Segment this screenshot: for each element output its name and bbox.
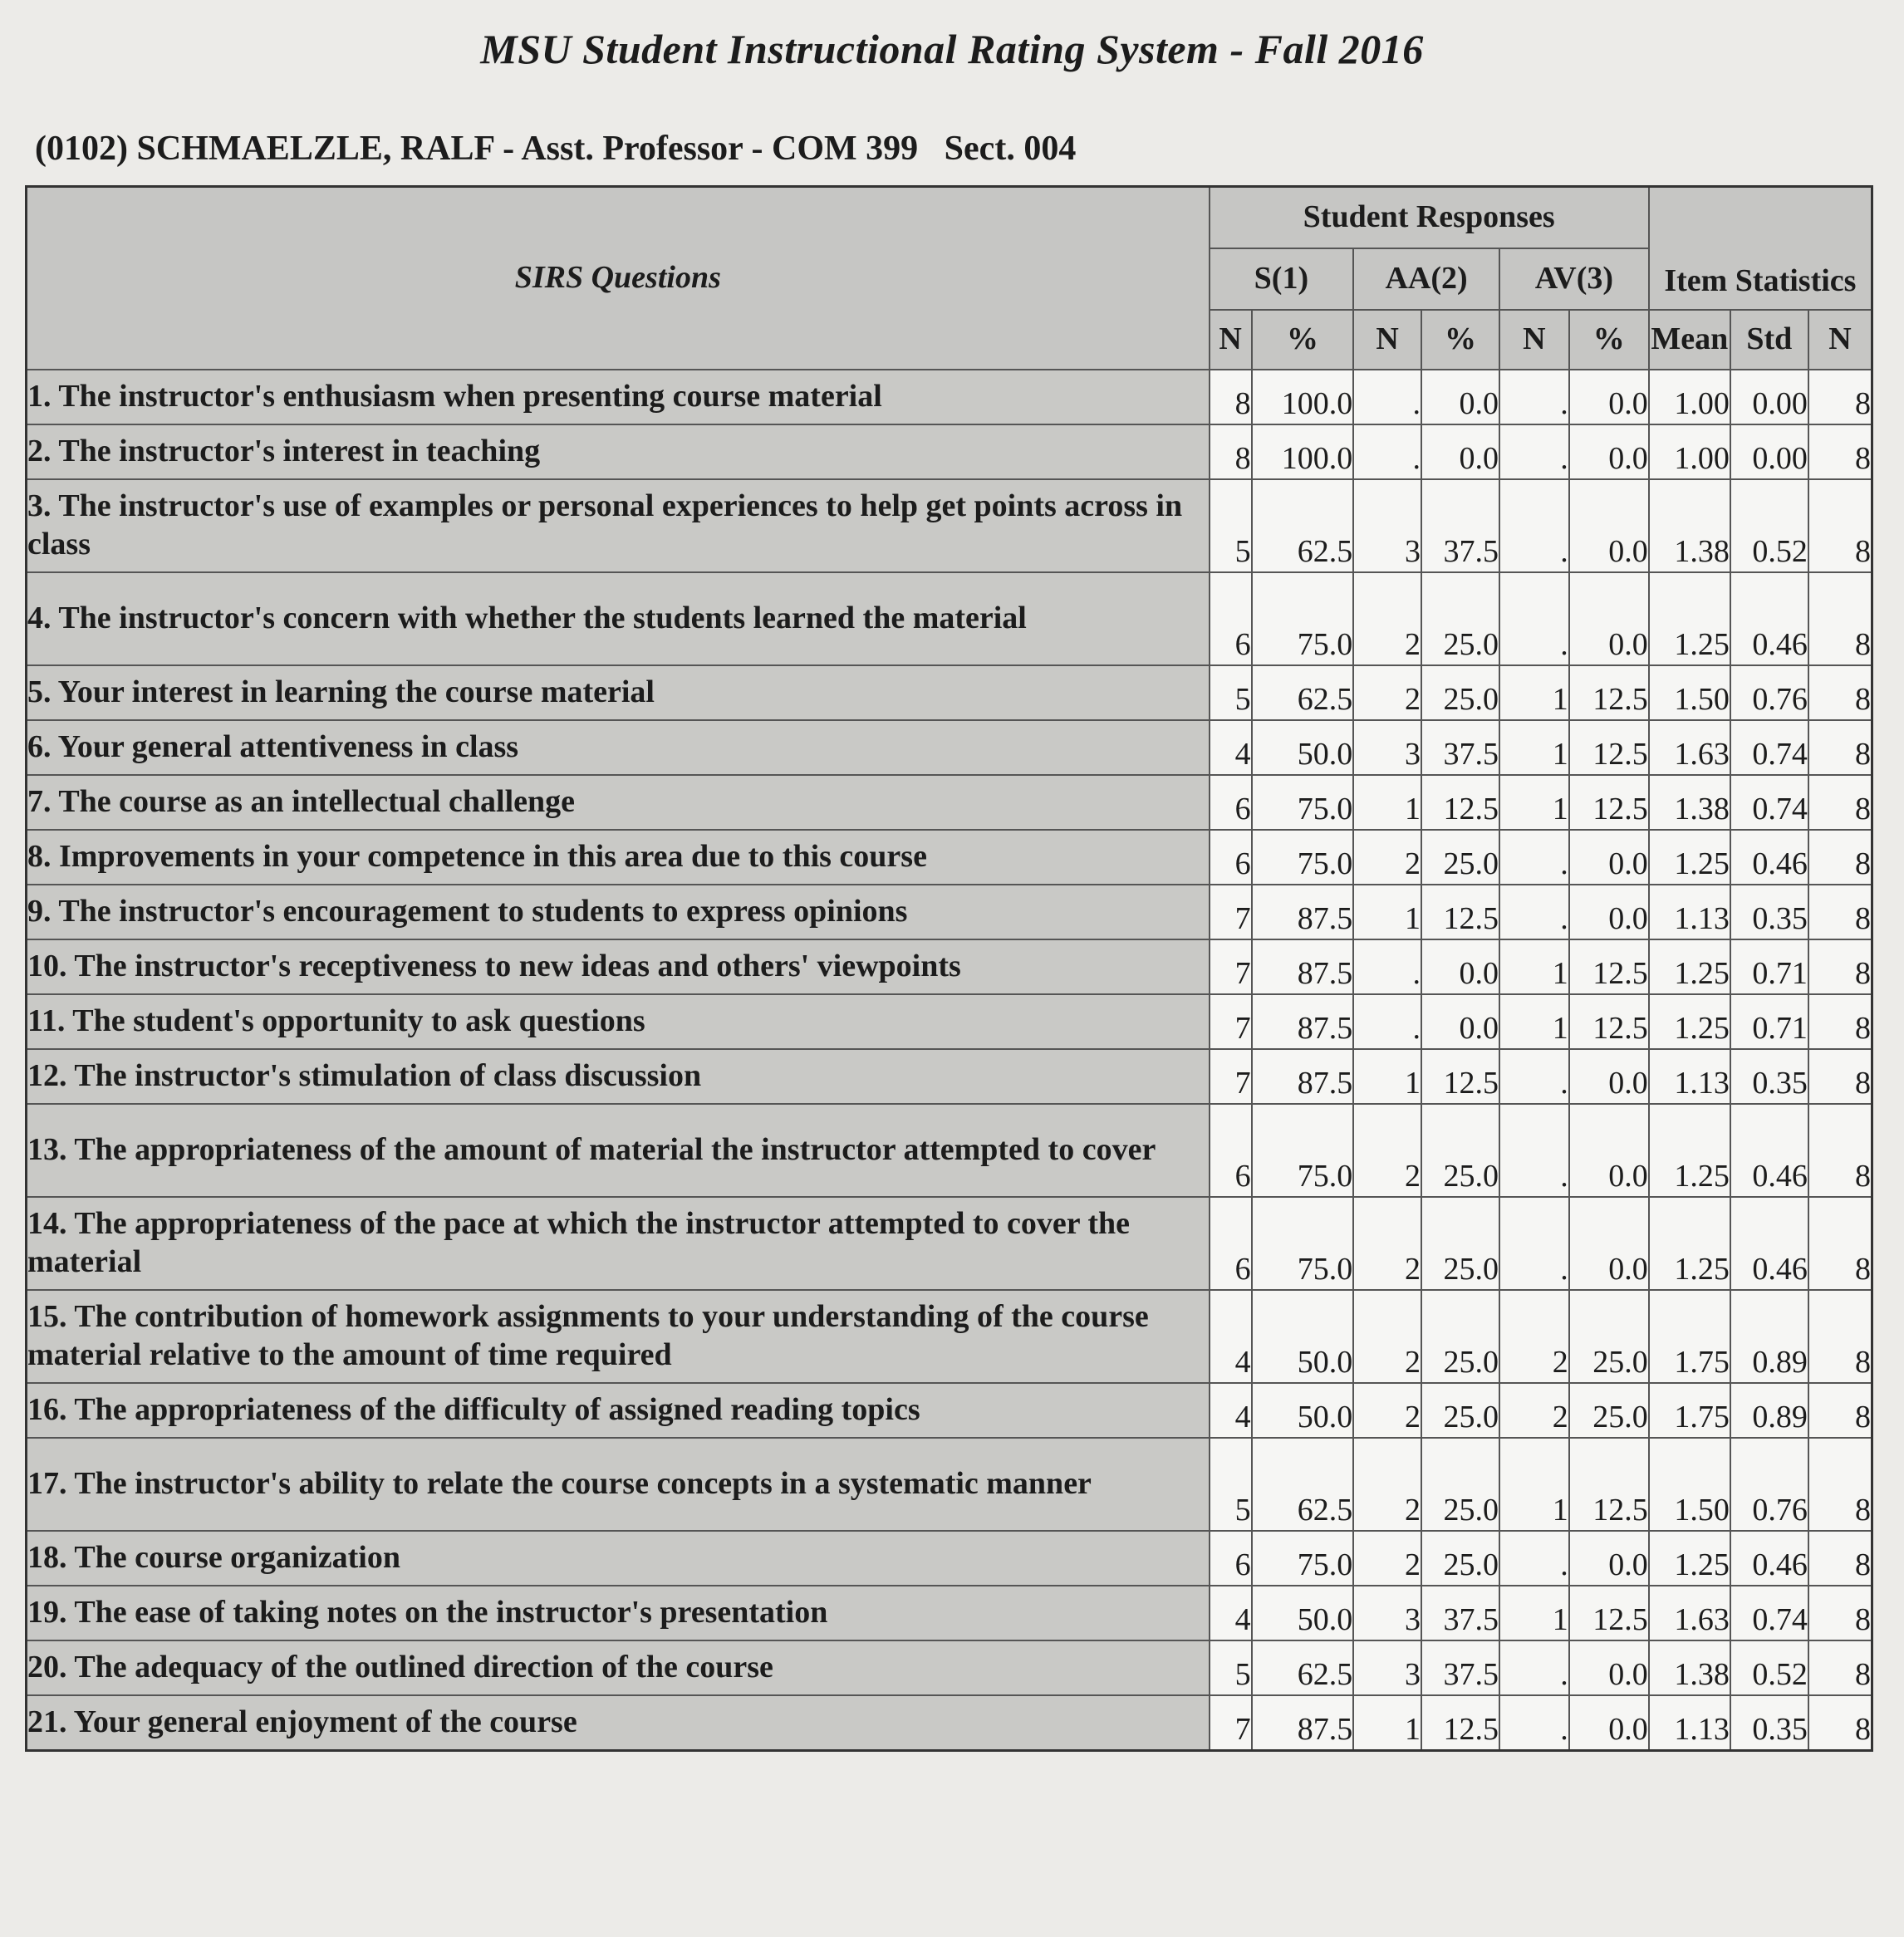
cell-value: 0.46 — [1730, 830, 1808, 885]
instructor-line: (0102) SCHMAELZLE, RALF - Asst. Professor - COM 399 Sect. 004 — [35, 130, 1077, 168]
cell-value: 12.5 — [1569, 775, 1649, 830]
cell-value: 25.0 — [1421, 665, 1499, 720]
cell-value: 75.0 — [1252, 1531, 1354, 1586]
cell-value: 4 — [1210, 720, 1252, 775]
cell-value: 2 — [1353, 1383, 1421, 1438]
column-header: % — [1421, 310, 1499, 370]
cell-value: 0.0 — [1569, 1695, 1649, 1751]
cell-value: 75.0 — [1252, 1197, 1354, 1290]
cell-value: . — [1499, 1104, 1569, 1197]
cell-value: . — [1499, 1531, 1569, 1586]
cell-value: 5 — [1210, 665, 1252, 720]
table-row — [27, 665, 1872, 720]
column-header: N — [1210, 310, 1252, 370]
question-text: 8. Improvements in your competence in this area due to this course — [27, 830, 1210, 885]
cell-value: 2 — [1499, 1290, 1569, 1383]
cell-value: 1.50 — [1649, 1438, 1730, 1531]
table-row — [27, 1383, 1872, 1438]
cell-value: 12.5 — [1569, 665, 1649, 720]
question-text: 21. Your general enjoyment of the course — [27, 1695, 1210, 1751]
cell-value: . — [1499, 830, 1569, 885]
column-header: Std — [1730, 310, 1808, 370]
table-row — [27, 994, 1872, 1049]
cell-value: 1.25 — [1649, 1104, 1730, 1197]
cell-value: 6 — [1210, 1197, 1252, 1290]
cell-value: 0.0 — [1421, 994, 1499, 1049]
question-text: 18. The course organization — [27, 1531, 1210, 1586]
cell-value: 0.0 — [1569, 885, 1649, 939]
cell-value: 8 — [1808, 1290, 1872, 1383]
sirs-table-body — [27, 370, 1872, 1751]
cell-value: 4 — [1210, 1586, 1252, 1640]
table-row — [27, 572, 1872, 665]
cell-value: 25.0 — [1421, 1531, 1499, 1586]
table-row — [27, 939, 1872, 994]
cell-value: 7 — [1210, 1049, 1252, 1104]
cell-value: 1 — [1353, 885, 1421, 939]
cell-value: 5 — [1210, 1438, 1252, 1531]
cell-value: 1.25 — [1649, 1197, 1730, 1290]
student-responses-header: Student Responses — [1210, 187, 1649, 249]
cell-value: 0.0 — [1569, 1104, 1649, 1197]
cell-value: 1 — [1499, 1438, 1569, 1531]
cell-value: 0.0 — [1421, 370, 1499, 424]
cell-value: 62.5 — [1252, 479, 1354, 572]
cell-value: 1.38 — [1649, 479, 1730, 572]
cell-value: 0.74 — [1730, 1586, 1808, 1640]
page-title: MSU Student Instructional Rating System - Fall 2016 — [480, 26, 1424, 72]
cell-value: 12.5 — [1569, 939, 1649, 994]
cell-value: 0.0 — [1569, 424, 1649, 479]
cell-value: . — [1499, 1640, 1569, 1695]
cell-value: 1.13 — [1649, 885, 1730, 939]
cell-value: 25.0 — [1421, 1290, 1499, 1383]
cell-value: 0.46 — [1730, 1197, 1808, 1290]
cell-value: 7 — [1210, 994, 1252, 1049]
cell-value: 87.5 — [1252, 1695, 1354, 1751]
cell-value: 4 — [1210, 1290, 1252, 1383]
table-row — [27, 1438, 1872, 1531]
cell-value: 0.46 — [1730, 572, 1808, 665]
cell-value: 37.5 — [1421, 1586, 1499, 1640]
cell-value: 8 — [1808, 370, 1872, 424]
cell-value: 0.52 — [1730, 479, 1808, 572]
cell-value: 3 — [1353, 479, 1421, 572]
column-header: % — [1569, 310, 1649, 370]
cell-value: 0.74 — [1730, 720, 1808, 775]
cell-value: 50.0 — [1252, 1290, 1354, 1383]
cell-value: 8 — [1808, 830, 1872, 885]
cell-value: . — [1499, 479, 1569, 572]
cell-value: 0.0 — [1569, 1197, 1649, 1290]
question-text: 16. The appropriateness of the difficulty of assigned reading topics — [27, 1383, 1210, 1438]
cell-value: 8 — [1808, 1438, 1872, 1531]
cell-value: 8 — [1808, 424, 1872, 479]
cell-value: 3 — [1353, 720, 1421, 775]
cell-value: 12.5 — [1421, 885, 1499, 939]
cell-value: 2 — [1353, 1197, 1421, 1290]
cell-value: 1.63 — [1649, 720, 1730, 775]
cell-value: 1.38 — [1649, 1640, 1730, 1695]
cell-value: 62.5 — [1252, 1640, 1354, 1695]
sirs-table — [25, 185, 1873, 1752]
question-text: 3. The instructor's use of examples or personal experiences to help get points across in class — [27, 479, 1210, 572]
cell-value: 100.0 — [1252, 370, 1354, 424]
cell-value: 8 — [1808, 885, 1872, 939]
cell-value: 12.5 — [1421, 775, 1499, 830]
cell-value: 37.5 — [1421, 720, 1499, 775]
cell-value: 7 — [1210, 1695, 1252, 1751]
cell-value: 0.0 — [1569, 830, 1649, 885]
cell-value: 37.5 — [1421, 479, 1499, 572]
cell-value: 5 — [1210, 479, 1252, 572]
cell-value: . — [1499, 885, 1569, 939]
cell-value: . — [1499, 424, 1569, 479]
column-header: Mean — [1649, 310, 1730, 370]
cell-value: . — [1353, 939, 1421, 994]
cell-value: 1.25 — [1649, 572, 1730, 665]
cell-value: 8 — [1210, 424, 1252, 479]
question-text: 9. The instructor's encouragement to students to express opinions — [27, 885, 1210, 939]
question-text: 19. The ease of taking notes on the instructor's presentation — [27, 1586, 1210, 1640]
cell-value: 0.71 — [1730, 994, 1808, 1049]
cell-value: 0.00 — [1730, 424, 1808, 479]
cell-value: 8 — [1808, 1640, 1872, 1695]
cell-value: 1.25 — [1649, 830, 1730, 885]
table-row — [27, 1531, 1872, 1586]
cell-value: 8 — [1808, 775, 1872, 830]
cell-value: . — [1499, 1695, 1569, 1751]
cell-value: 87.5 — [1252, 1049, 1354, 1104]
cell-value: 1.13 — [1649, 1049, 1730, 1104]
table-row — [27, 830, 1872, 885]
sirs-questions-header: SIRS Questions — [27, 187, 1210, 370]
cell-value: 25.0 — [1569, 1383, 1649, 1438]
cell-value: 75.0 — [1252, 572, 1354, 665]
question-text: 7. The course as an intellectual challenge — [27, 775, 1210, 830]
cell-value: 2 — [1353, 1290, 1421, 1383]
cell-value: 1 — [1499, 994, 1569, 1049]
cell-value: 0.46 — [1730, 1531, 1808, 1586]
cell-value: 1.63 — [1649, 1586, 1730, 1640]
cell-value: 25.0 — [1421, 1104, 1499, 1197]
cell-value: 25.0 — [1421, 1383, 1499, 1438]
cell-value: 62.5 — [1252, 665, 1354, 720]
cell-value: 8 — [1808, 720, 1872, 775]
cell-value: 1 — [1353, 1049, 1421, 1104]
cell-value: 1.75 — [1649, 1383, 1730, 1438]
group-header: AV(3) — [1499, 248, 1649, 310]
table-row — [27, 885, 1872, 939]
cell-value: 25.0 — [1421, 1197, 1499, 1290]
cell-value: 0.35 — [1730, 885, 1808, 939]
question-text: 5. Your interest in learning the course material — [27, 665, 1210, 720]
cell-value: 2 — [1353, 1438, 1421, 1531]
cell-value: 0.52 — [1730, 1640, 1808, 1695]
cell-value: 1 — [1353, 1695, 1421, 1751]
cell-value: 8 — [1808, 994, 1872, 1049]
cell-value: 0.35 — [1730, 1695, 1808, 1751]
cell-value: 8 — [1808, 572, 1872, 665]
cell-value: 12.5 — [1421, 1695, 1499, 1751]
cell-value: 8 — [1808, 1695, 1872, 1751]
question-text: 4. The instructor's concern with whether the students learned the material — [27, 572, 1210, 665]
cell-value: 8 — [1808, 1383, 1872, 1438]
cell-value: 8 — [1808, 1104, 1872, 1197]
cell-value: 1.13 — [1649, 1695, 1730, 1751]
cell-value: 75.0 — [1252, 1104, 1354, 1197]
cell-value: 50.0 — [1252, 1383, 1354, 1438]
question-text: 13. The appropriateness of the amount of material the instructor attempted to cover — [27, 1104, 1210, 1197]
cell-value: 0.0 — [1569, 1531, 1649, 1586]
cell-value: 25.0 — [1421, 1438, 1499, 1531]
cell-value: 0.0 — [1569, 572, 1649, 665]
table-row — [27, 720, 1872, 775]
cell-value: 1 — [1499, 665, 1569, 720]
cell-value: 25.0 — [1421, 572, 1499, 665]
cell-value: 87.5 — [1252, 994, 1354, 1049]
cell-value: 1 — [1353, 775, 1421, 830]
cell-value: 87.5 — [1252, 939, 1354, 994]
cell-value: 1.00 — [1649, 424, 1730, 479]
question-text: 20. The adequacy of the outlined direction of the course — [27, 1640, 1210, 1695]
cell-value: 87.5 — [1252, 885, 1354, 939]
table-row — [27, 424, 1872, 479]
group-header: S(1) — [1210, 248, 1354, 310]
question-text: 6. Your general attentiveness in class — [27, 720, 1210, 775]
cell-value: 0.76 — [1730, 1438, 1808, 1531]
question-text: 12. The instructor's stimulation of class discussion — [27, 1049, 1210, 1104]
cell-value: 8 — [1808, 939, 1872, 994]
cell-value: 0.35 — [1730, 1049, 1808, 1104]
cell-value: 1.25 — [1649, 939, 1730, 994]
cell-value: 6 — [1210, 830, 1252, 885]
cell-value: 8 — [1808, 1586, 1872, 1640]
cell-value: 12.5 — [1569, 994, 1649, 1049]
cell-value: 75.0 — [1252, 775, 1354, 830]
cell-value: 7 — [1210, 939, 1252, 994]
cell-value: 0.46 — [1730, 1104, 1808, 1197]
question-text: 1. The instructor's enthusiasm when presenting course material — [27, 370, 1210, 424]
column-header: N — [1808, 310, 1872, 370]
cell-value: 1.25 — [1649, 994, 1730, 1049]
cell-value: 7 — [1210, 885, 1252, 939]
cell-value: 2 — [1353, 665, 1421, 720]
table-row — [27, 1695, 1872, 1751]
cell-value: 2 — [1353, 1104, 1421, 1197]
cell-value: 5 — [1210, 1640, 1252, 1695]
cell-value: 1 — [1499, 1586, 1569, 1640]
cell-value: 25.0 — [1421, 830, 1499, 885]
cell-value: 75.0 — [1252, 830, 1354, 885]
cell-value: 0.00 — [1730, 370, 1808, 424]
cell-value: 100.0 — [1252, 424, 1354, 479]
cell-value: 6 — [1210, 572, 1252, 665]
cell-value: 12.5 — [1569, 720, 1649, 775]
cell-value: 0.0 — [1569, 370, 1649, 424]
cell-value: 1.50 — [1649, 665, 1730, 720]
cell-value: 8 — [1808, 1049, 1872, 1104]
cell-value: 2 — [1353, 1531, 1421, 1586]
table-row — [27, 370, 1872, 424]
question-text: 11. The student's opportunity to ask questions — [27, 994, 1210, 1049]
cell-value: 50.0 — [1252, 1586, 1354, 1640]
cell-value: 1 — [1499, 720, 1569, 775]
cell-value: 12.5 — [1421, 1049, 1499, 1104]
table-row — [27, 1049, 1872, 1104]
cell-value: 3 — [1353, 1640, 1421, 1695]
cell-value: 0.89 — [1730, 1290, 1808, 1383]
question-text: 10. The instructor's receptiveness to new ideas and others' viewpoints — [27, 939, 1210, 994]
cell-value: 0.74 — [1730, 775, 1808, 830]
cell-value: 6 — [1210, 1104, 1252, 1197]
cell-value: 1.25 — [1649, 1531, 1730, 1586]
cell-value: . — [1353, 994, 1421, 1049]
cell-value: 6 — [1210, 1531, 1252, 1586]
cell-value: 0.0 — [1569, 1049, 1649, 1104]
table-row — [27, 1640, 1872, 1695]
cell-value: 0.0 — [1569, 479, 1649, 572]
question-text: 14. The appropriateness of the pace at which the instructor attempted to cover the material — [27, 1197, 1210, 1290]
table-row — [27, 1104, 1872, 1197]
cell-value: 12.5 — [1569, 1438, 1649, 1531]
cell-value: 0.0 — [1421, 939, 1499, 994]
item-statistics-header: Item Statistics — [1649, 187, 1872, 311]
cell-value: 1 — [1499, 939, 1569, 994]
cell-value: 0.89 — [1730, 1383, 1808, 1438]
table-row — [27, 775, 1872, 830]
cell-value: 0.76 — [1730, 665, 1808, 720]
cell-value: 0.0 — [1569, 1640, 1649, 1695]
cell-value: 8 — [1808, 479, 1872, 572]
cell-value: 3 — [1353, 1586, 1421, 1640]
cell-value: . — [1353, 370, 1421, 424]
cell-value: 1.00 — [1649, 370, 1730, 424]
cell-value: 8 — [1808, 665, 1872, 720]
table-row — [27, 479, 1872, 572]
cell-value: 2 — [1353, 830, 1421, 885]
cell-value: 50.0 — [1252, 720, 1354, 775]
cell-value: 8 — [1210, 370, 1252, 424]
table-row — [27, 1290, 1872, 1383]
table-row — [27, 1197, 1872, 1290]
column-header: N — [1499, 310, 1569, 370]
group-header: AA(2) — [1353, 248, 1499, 310]
cell-value: 1.38 — [1649, 775, 1730, 830]
cell-value: 1.75 — [1649, 1290, 1730, 1383]
question-text: 2. The instructor's interest in teaching — [27, 424, 1210, 479]
cell-value: . — [1499, 370, 1569, 424]
question-text: 17. The instructor's ability to relate the course concepts in a systematic manner — [27, 1438, 1210, 1531]
cell-value: 0.71 — [1730, 939, 1808, 994]
cell-value: 2 — [1353, 572, 1421, 665]
cell-value: 25.0 — [1569, 1290, 1649, 1383]
cell-value: . — [1499, 1197, 1569, 1290]
cell-value: . — [1499, 572, 1569, 665]
column-header: % — [1252, 310, 1354, 370]
cell-value: 1 — [1499, 775, 1569, 830]
cell-value: 37.5 — [1421, 1640, 1499, 1695]
cell-value: 12.5 — [1569, 1586, 1649, 1640]
cell-value: . — [1353, 424, 1421, 479]
cell-value: 8 — [1808, 1197, 1872, 1290]
cell-value: 8 — [1808, 1531, 1872, 1586]
question-text: 15. The contribution of homework assignments to your understanding of the course material relative to the amount of time required — [27, 1290, 1210, 1383]
cell-value: . — [1499, 1049, 1569, 1104]
table-row — [27, 1586, 1872, 1640]
cell-value: 6 — [1210, 775, 1252, 830]
cell-value: 62.5 — [1252, 1438, 1354, 1531]
column-header: N — [1353, 310, 1421, 370]
cell-value: 0.0 — [1421, 424, 1499, 479]
cell-value: 2 — [1499, 1383, 1569, 1438]
cell-value: 4 — [1210, 1383, 1252, 1438]
